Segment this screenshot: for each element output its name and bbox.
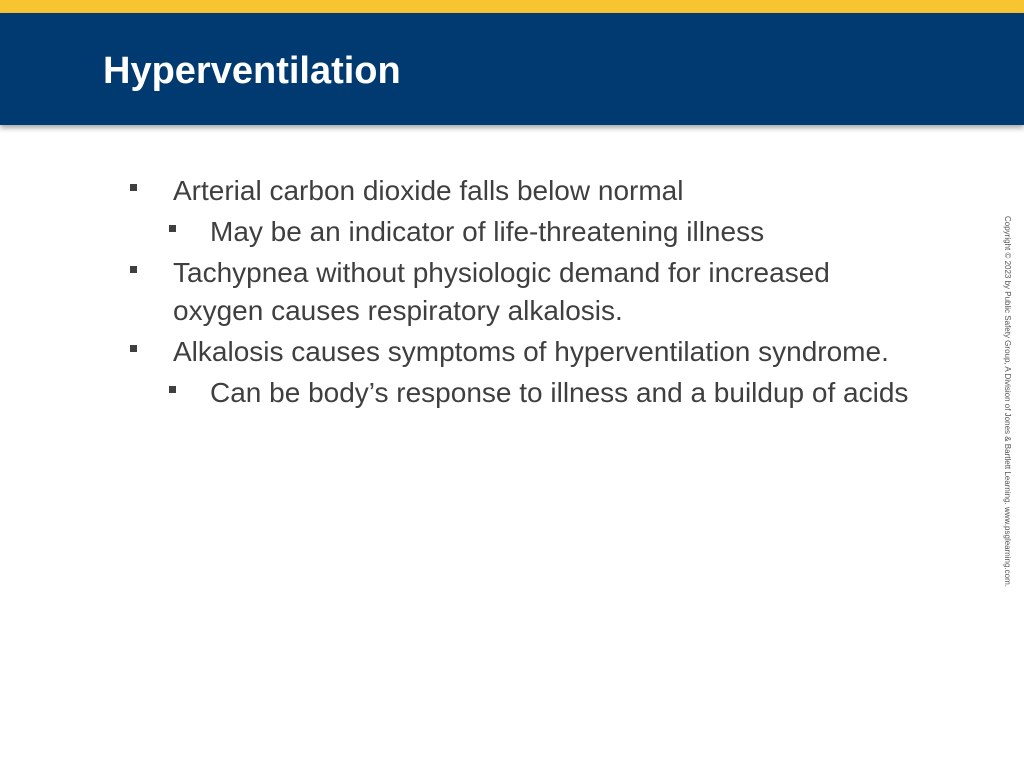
square-bullet-icon	[169, 225, 176, 232]
bullet-text: Arterial carbon dioxide falls below normal	[173, 175, 684, 206]
bullet-item	[173, 333, 913, 371]
accent-bar	[0, 0, 1024, 13]
bullet-text: May be an indicator of life-threatening illness	[210, 216, 765, 247]
sub-bullet-item	[210, 213, 915, 251]
bullet-text: Can be body’s response to illness and a buildup of acids	[210, 377, 909, 408]
sub-bullet-item	[210, 374, 915, 412]
square-bullet-icon	[130, 345, 137, 352]
square-bullet-icon	[130, 184, 137, 191]
bullet-list	[0, 172, 960, 412]
bullet-item	[173, 254, 913, 330]
square-bullet-icon	[130, 266, 137, 273]
bullet-text: Tachypnea without physiologic demand for increased oxygen causes respiratory alkalosis.	[173, 257, 830, 326]
bullet-text: Alkalosis causes symptoms of hyperventilation syndrome.	[173, 336, 889, 367]
copyright-notice: Copyright © 2023 by Public Safety Group, A Division of Jones & Bartlett Learning. www.psglearning.com.	[1003, 216, 1012, 587]
slide-title: Hyperventilation	[103, 50, 401, 92]
square-bullet-icon	[169, 386, 176, 393]
title-band	[0, 13, 1024, 125]
bullet-item	[173, 172, 913, 210]
